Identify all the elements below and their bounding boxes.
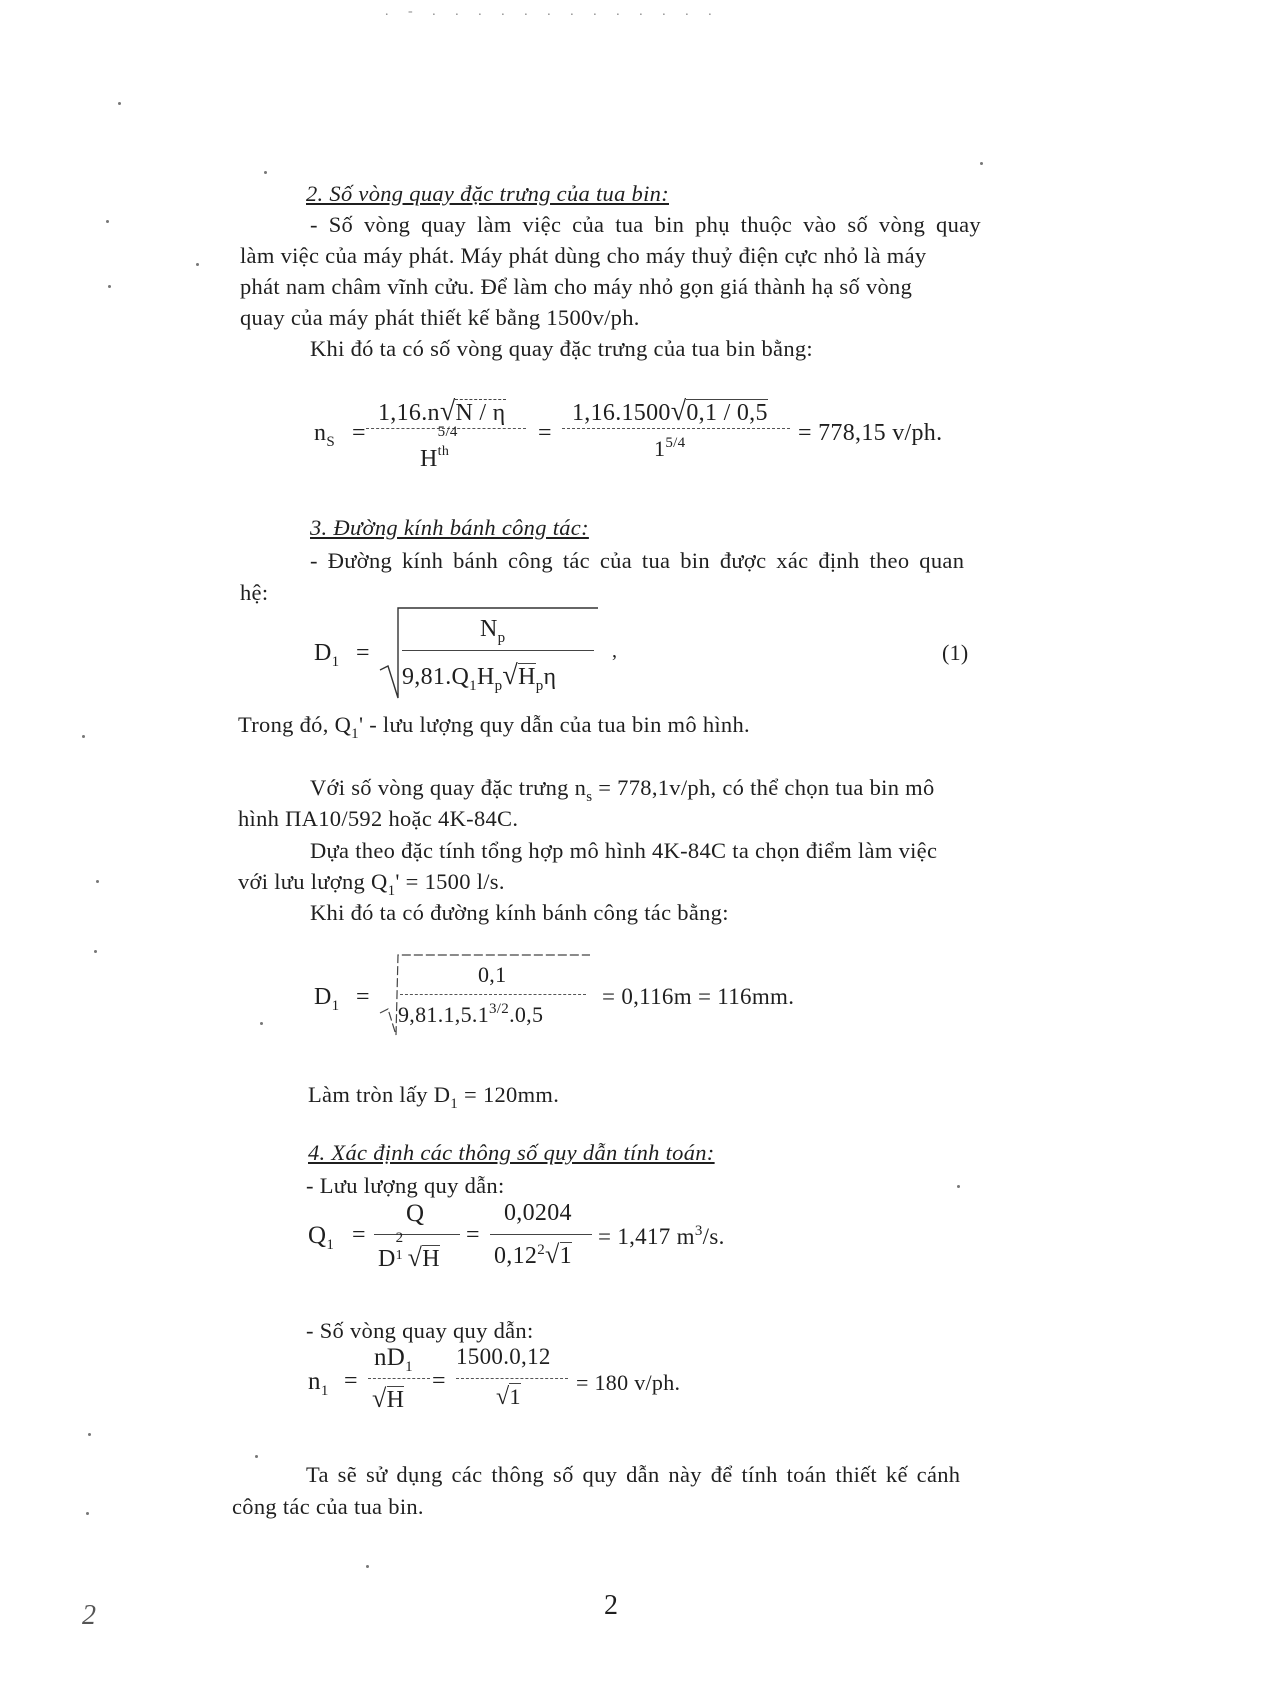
formula-result: = 180 v/ph. (576, 1370, 681, 1395)
section-2-heading: 2. Số vòng quay đặc trưng của tua bin: (306, 181, 669, 206)
formula-numerator: Q (406, 1200, 425, 1227)
formula-denominator: $9,81.1,5.1^{3/2}.0,5$ (398, 1001, 544, 1027)
formula-result: = 778,15 v/ph. (798, 420, 943, 446)
equals-sign: = (432, 1368, 446, 1394)
closing-paragraph-line: công tác của tua bin. (232, 1494, 424, 1519)
sqrt-sign: √ (407, 1243, 423, 1272)
formula-denominator: 0,12$^2$√1 (494, 1240, 572, 1269)
formula-numerator: 1,16.1500√0,1 / 0,5 (572, 396, 768, 427)
s2-paragraph-line: Khi đó ta có số vòng quay đặc trưng của tua bin bằng: (310, 336, 813, 361)
fraction-bar (490, 1234, 592, 1235)
formula-numerator: 1500.0,12 (456, 1344, 551, 1369)
s3-paragraph-line: - Đường kính bánh công tác của tua bin được xác định theo quan (310, 548, 965, 573)
scan-speck (980, 162, 983, 165)
s2-paragraph-line: làm việc của máy phát. Máy phát dùng cho máy thuỷ điện cực nhỏ là máy (240, 243, 927, 268)
formula-numerator: $N_p$ (480, 616, 506, 646)
s3-paragraph-line: Dựa theo đặc tính tổng hợp mô hình 4K-84C ta chọn điểm làm việc (310, 838, 938, 863)
scan-speck (255, 1455, 258, 1458)
equation-number: (1) (942, 640, 969, 665)
fraction-bar (368, 1378, 430, 1379)
s2-paragraph-line: quay của máy phát thiết kế bằng 1500v/ph. (240, 305, 640, 330)
scan-speck (86, 1512, 89, 1515)
formula-denominator: √1 (496, 1384, 521, 1410)
equals-sign: = (352, 420, 366, 446)
formula-lhs: $D_1$ (314, 984, 340, 1014)
scan-speck (94, 950, 97, 953)
formula-lhs: $n_1$ (308, 1368, 329, 1399)
s3-paragraph-line: với lưu lượng $Q_1' = 1500$ l/s. (238, 869, 505, 899)
formula-denominator: √H (372, 1384, 405, 1413)
equals-sign: = (538, 420, 552, 446)
sqrt-sign: √ (496, 1384, 510, 1410)
formula-numerator: 0,1 (478, 962, 507, 987)
s3-paragraph-line: hình ПА10/592 hoặc 4K-84C. (238, 806, 519, 831)
formula-numerator: 1,16.n√N / η (378, 396, 506, 427)
formula-lhs: $Q_1$ (308, 1222, 335, 1253)
fraction-bar (374, 1234, 460, 1235)
formula-denominator: $1^{5/4}$ (654, 435, 686, 461)
scan-speck (96, 880, 99, 883)
equals-sign: = (356, 984, 370, 1010)
section-4-heading: 4. Xác định các thông số quy dẫn tính toán: (308, 1140, 715, 1165)
scan-speck (88, 1433, 91, 1436)
scan-speck (957, 1185, 960, 1188)
s3-definition-line: Trong đó, $Q_1'$ - lưu lượng quy dẫn của tua bin mô hình. (238, 712, 750, 742)
speed-label: - Số vòng quay quy dẫn: (306, 1318, 534, 1343)
scan-speck (264, 171, 267, 174)
s2-paragraph-line: phát nam châm vĩnh cửu. Để làm cho máy nhỏ gọn giá thành hạ số vòng (240, 274, 913, 299)
formula-denominator: D 2 1 √H (378, 1230, 440, 1272)
formula-lhs: $D_1$ (314, 640, 340, 670)
sqrt-sign: √ (439, 396, 456, 427)
s3-paragraph-line: Với số vòng quay đặc trưng $n_s = 778,1v/ph$, có thể chọn tua bin mô (310, 775, 935, 805)
equals-sign: = (352, 1222, 366, 1248)
scan-speck (196, 263, 199, 266)
flow-label: - Lưu lượng quy dẫn: (306, 1173, 505, 1198)
margin-page-mark: 2 (82, 1600, 97, 1631)
sqrt-sign: √ (372, 1384, 387, 1413)
s3-paragraph-line: Khi đó ta có đường kính bánh công tác bằng: (310, 900, 729, 925)
formula-numerator: $nD_1$ (374, 1344, 413, 1375)
formula-numerator: 0,0204 (504, 1200, 572, 1226)
equals-sign: = (344, 1368, 358, 1394)
rounding-line: Làm tròn lấy $D_1 = 120mm$. (308, 1082, 560, 1112)
sqrt-sign: √ (545, 1240, 560, 1269)
formula-comma: , (612, 640, 618, 662)
scan-speck (260, 1022, 263, 1025)
formula-denominator: H 5/4 th (420, 424, 458, 472)
fraction-bar (402, 650, 594, 651)
page-number: 2 (604, 1590, 619, 1621)
fraction-bar (400, 994, 586, 995)
scan-speck (366, 1565, 369, 1568)
fraction-bar (456, 1378, 568, 1379)
scan-speck (82, 735, 85, 738)
equals-sign: = (356, 640, 370, 666)
formula-result: = 0,116m = 116mm. (602, 984, 795, 1009)
fraction-bar (562, 428, 790, 429)
section-3-heading: 3. Đường kính bánh công tác: (310, 515, 589, 540)
scan-speck (108, 285, 111, 288)
scan-speck (118, 102, 121, 105)
s3-paragraph-line: hệ: (240, 580, 269, 605)
formula-denominator: $9,81.Q_1H_p√H_p\eta$ (402, 660, 557, 694)
formula-result: = 1,417 $m^3/s$. (598, 1223, 725, 1249)
sqrt-sign: √ (670, 396, 687, 427)
equals-sign: = (466, 1222, 480, 1248)
s2-paragraph-line: - Số vòng quay làm việc của tua bin phụ thuộc vào số vòng quay (310, 212, 981, 237)
sqrt-sign: √ (502, 660, 519, 691)
scan-dots: . - . . . . . . . . . . . . . (385, 4, 720, 19)
closing-paragraph-line: Ta sẽ sử dụng các thông số quy dẫn này để tính toán thiết kế cánh (306, 1462, 961, 1487)
scan-speck (106, 220, 109, 223)
formula-lhs: $n_S$ (314, 420, 335, 450)
